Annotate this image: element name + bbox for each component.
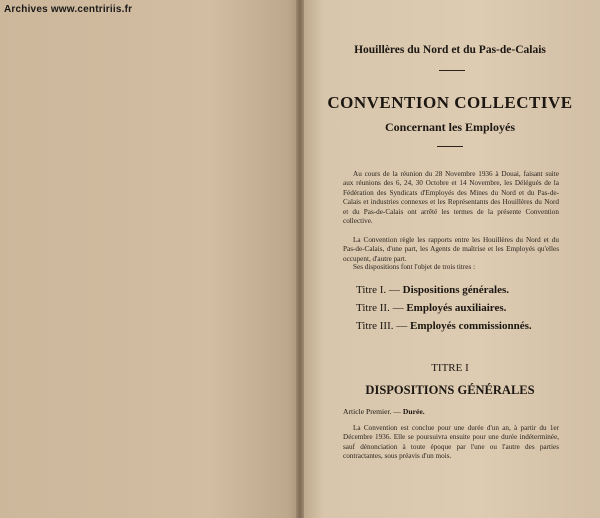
intro-paragraph-2: La Convention règle les rapports entre les Houillères du Nord et du Pas-de-Calais, d'une part, les Agents de maîtrise et les Employés qu'elles occupent, d'autre part. [343,236,559,263]
toc-label: Titre III. [356,320,394,332]
document-subtitle: Concernant les Employés [385,120,515,134]
toc-dash: — [396,320,408,332]
book-spine [296,0,304,518]
toc-name: Dispositions générales. [402,284,509,296]
document-title: CONVENTION COLLECTIVE [327,93,573,112]
watermark-text: Archives www.centririis.fr [4,4,133,15]
header-rule [439,70,465,71]
article-heading [343,407,563,416]
intro-paragraph-3: Ses dispositions font l'objet de trois titres : [353,263,476,271]
toc-item-titre-1 [356,284,509,296]
toc-dash: — [388,284,400,296]
toc-item-titre-3 [356,320,532,332]
document-header: Houillères du Nord et du Pas-de-Calais [354,44,546,56]
toc-label: Titre II. [356,302,390,314]
toc-name: Employés auxiliaires. [406,302,507,314]
section-title: DISPOSITIONS GÉNÉRALES [365,383,535,397]
toc-item-titre-2 [356,302,506,314]
article-text: La Convention est conclue pour une durée d'un an, à partir du 1er Décembre 1936. Elle se poursuivra ensuite pour une durée indéterminée, sauf dénonciation à toute époque par l'une ou l'autre des parties contractantes, sous préavis d'un mois. [343,424,559,461]
title-rule [437,146,463,147]
toc-label: Titre I. [356,284,387,296]
intro-paragraph-1: Au cours de la réunion du 28 Novembre 1936 à Douai, faisant suite aux réunions des 6, 24, 30 Octobre et 14 Novembre, les Délégués de la Fédération des Syndicats d'Employés des Mines du Nord et du Pas-de-Calais et industries connexes et les Représentants des Houillères du Nord et du Pas-de-Calais ont arrêté les termes de la présente Convention collective. [343,170,559,226]
article-title: Durée. [402,407,425,416]
article-prefix: Article Premier. — [343,407,401,416]
toc-name: Employés commissionnés. [409,320,532,332]
toc-dash: — [392,302,404,314]
section-number: TITRE I [431,362,469,374]
